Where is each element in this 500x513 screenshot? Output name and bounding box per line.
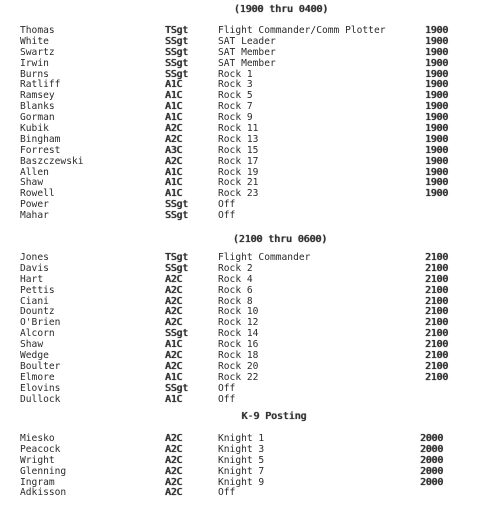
roster-rank: SSgt <box>165 46 189 58</box>
roster-post: Rock 11 <box>218 123 259 135</box>
roster-name: Miesko <box>20 433 55 444</box>
roster-rank: SSgt <box>165 35 189 47</box>
roster-name: Forrest <box>20 144 61 156</box>
roster-name: Jones <box>20 252 49 263</box>
roster-post: Rock 12 <box>218 317 259 329</box>
roster-row <box>0 200 500 211</box>
roster-rank: A2C <box>165 123 183 135</box>
roster-post: Rock 4 <box>218 273 253 285</box>
roster-time: 1900 <box>425 46 449 58</box>
roster-post: SAT Member <box>218 57 276 69</box>
roster-row <box>0 286 500 297</box>
roster-time: 1900 <box>425 112 449 124</box>
roster-post: Knight 9 <box>218 476 265 488</box>
roster-rank: SSgt <box>165 328 189 340</box>
roster-name: Peacock <box>20 443 61 455</box>
roster-post: Rock 20 <box>218 360 259 372</box>
roster-rank: A1C <box>165 90 183 102</box>
roster-time: 1900 <box>425 155 449 167</box>
roster-time: 2100 <box>425 273 449 285</box>
roster-name: Gorman <box>20 112 55 124</box>
shift-one-roster <box>0 26 500 222</box>
roster-name: Dullock <box>20 393 61 405</box>
roster-time: 1900 <box>425 79 449 91</box>
roster-rank: A3C <box>165 144 183 156</box>
roster-row <box>0 189 500 200</box>
roster-post: Rock 7 <box>218 101 253 113</box>
roster-rank: A1C <box>165 339 183 351</box>
roster-post: Flight Commander <box>218 252 311 263</box>
roster-row <box>0 478 500 489</box>
roster-name: Boulter <box>20 360 61 372</box>
roster-name: Baszczewski <box>20 155 84 167</box>
roster-row <box>0 488 500 499</box>
roster-name: Blanks <box>20 101 55 113</box>
roster-time: 1900 <box>425 123 449 135</box>
roster-post: Rock 15 <box>218 144 259 156</box>
roster-rank: A1C <box>165 79 183 91</box>
roster-time: 2100 <box>425 284 449 296</box>
roster-name: Dountz <box>20 306 55 318</box>
roster-time: 2100 <box>425 317 449 329</box>
roster-time: 2000 <box>420 433 444 444</box>
roster-row <box>0 467 500 478</box>
roster-post: Off <box>218 210 236 222</box>
roster-post: Rock 19 <box>218 166 259 178</box>
roster-post: Knight 7 <box>218 465 265 477</box>
roster-time: 1900 <box>425 188 449 200</box>
roster-rank: TSgt <box>165 25 189 36</box>
roster-name: Glenning <box>20 465 67 477</box>
roster-time: 1900 <box>425 35 449 47</box>
roster-rank: A2C <box>165 443 183 455</box>
roster-time: 2100 <box>425 262 449 274</box>
roster-rank: A2C <box>165 476 183 488</box>
roster-name: Ratliff <box>20 79 61 91</box>
roster-post: Off <box>218 199 236 211</box>
roster-post: Flight Commander/Comm Plotter <box>218 25 386 36</box>
roster-row <box>0 384 500 395</box>
roster-rank: A2C <box>165 487 183 499</box>
roster-name: Adkisson <box>20 487 67 499</box>
k9-posting-heading: K-9 Posting <box>241 411 307 422</box>
roster-time: 2100 <box>425 252 449 263</box>
roster-name: Elovins <box>20 382 61 394</box>
roster-rank: SSgt <box>165 210 189 222</box>
roster-post: Rock 3 <box>218 79 253 91</box>
roster-rank: SSgt <box>165 57 189 69</box>
roster-time: 2100 <box>425 295 449 307</box>
roster-rank: A2C <box>165 155 183 167</box>
roster-name: Hart <box>20 273 44 285</box>
roster-rank: A2C <box>165 306 183 318</box>
roster-name: Shaw <box>20 177 44 189</box>
roster-rank: A2C <box>165 360 183 372</box>
roster-name: Mahar <box>20 210 49 222</box>
roster-time: 1900 <box>425 133 449 145</box>
roster-post: Rock 22 <box>218 371 259 383</box>
roster-row <box>0 59 500 70</box>
roster-post: Off <box>218 382 236 394</box>
roster-time: 1900 <box>425 166 449 178</box>
roster-rank: A1C <box>165 101 183 113</box>
shift-two-heading: (2100 thru 0600) <box>232 234 328 245</box>
roster-time: 1900 <box>425 144 449 156</box>
roster-name: White <box>20 35 49 47</box>
roster-name: Wright <box>20 454 55 466</box>
roster-rank: A2C <box>165 273 183 285</box>
roster-name: Ramsey <box>20 90 55 102</box>
roster-name: Power <box>20 199 49 211</box>
roster-time: 2100 <box>425 328 449 340</box>
roster-rank: A1C <box>165 188 183 200</box>
roster-post: SAT Leader <box>218 35 276 47</box>
roster-time: 2100 <box>425 306 449 318</box>
roster-name: Elmore <box>20 371 55 383</box>
roster-post: Rock 21 <box>218 177 259 189</box>
roster-rank: A2C <box>165 454 183 466</box>
roster-name: Alcorn <box>20 328 55 340</box>
roster-post: Rock 14 <box>218 328 259 340</box>
k9-posting-roster <box>0 434 500 499</box>
roster-time: 2100 <box>425 371 449 383</box>
roster-post: Knight 1 <box>218 433 265 444</box>
roster-rank: A2C <box>165 284 183 296</box>
roster-post: Off <box>218 393 236 405</box>
roster-post: Off <box>218 487 236 499</box>
roster-rank: A2C <box>165 317 183 329</box>
roster-name: Irwin <box>20 57 49 69</box>
roster-post: Rock 13 <box>218 133 259 145</box>
roster-time: 2000 <box>420 443 444 455</box>
roster-time: 2000 <box>420 476 444 488</box>
roster-post: Knight 3 <box>218 443 265 455</box>
roster-rank: A1C <box>165 112 183 124</box>
roster-name: Bingham <box>20 133 61 145</box>
roster-rank: A2C <box>165 350 183 362</box>
roster-time: 1900 <box>425 101 449 113</box>
roster-rank: A2C <box>165 295 183 307</box>
roster-rank: A1C <box>165 177 183 189</box>
roster-row <box>0 373 500 384</box>
roster-post: Rock 1 <box>218 68 253 80</box>
roster-post: Rock 10 <box>218 306 259 318</box>
roster-name: Thomas <box>20 25 55 36</box>
roster-post: Rock 2 <box>218 262 253 274</box>
roster-rank: SSgt <box>165 382 189 394</box>
roster-time: 1900 <box>425 90 449 102</box>
roster-post: Rock 8 <box>218 295 253 307</box>
roster-post: Rock 9 <box>218 112 253 124</box>
roster-rank: A1C <box>165 166 183 178</box>
roster-rank: A2C <box>165 433 183 444</box>
roster-post: Rock 18 <box>218 350 259 362</box>
roster-name: O'Brien <box>20 317 61 329</box>
roster-name: Kubik <box>20 123 49 135</box>
shift-one-heading: (1900 thru 0400) <box>233 4 329 15</box>
roster-row <box>0 157 500 168</box>
roster-time: 1900 <box>425 177 449 189</box>
roster-post: Rock 16 <box>218 339 259 351</box>
roster-row <box>0 395 500 406</box>
roster-post: Rock 5 <box>218 90 253 102</box>
roster-post: Rock 17 <box>218 155 259 167</box>
roster-name: Rowell <box>20 188 55 200</box>
roster-post: Rock 23 <box>218 188 259 200</box>
roster-name: Burns <box>20 68 49 80</box>
roster-time: 2100 <box>425 339 449 351</box>
roster-rank: A1C <box>165 393 183 405</box>
roster-time: 2000 <box>420 465 444 477</box>
roster-post: Knight 5 <box>218 454 265 466</box>
roster-rank: A2C <box>165 133 183 145</box>
roster-rank: A1C <box>165 371 183 383</box>
roster-rank: SSgt <box>165 68 189 80</box>
roster-row <box>0 211 500 222</box>
roster-rank: SSgt <box>165 199 189 211</box>
roster-name: Pettis <box>20 284 55 296</box>
shift-two-roster <box>0 253 500 405</box>
roster-rank: SSgt <box>165 262 189 274</box>
roster-time: 1900 <box>425 57 449 69</box>
roster-rank: A2C <box>165 465 183 477</box>
roster-name: Shaw <box>20 339 44 351</box>
roster-name: Davis <box>20 262 49 274</box>
roster-post: SAT Member <box>218 46 276 58</box>
roster-time: 2000 <box>420 454 444 466</box>
roster-name: Allen <box>20 166 49 178</box>
roster-name: Ciani <box>20 295 49 307</box>
roster-time: 2100 <box>425 360 449 372</box>
roster-post: Rock 6 <box>218 284 253 296</box>
roster-time: 1900 <box>425 25 449 36</box>
roster-name: Swartz <box>20 46 55 58</box>
roster-name: Ingram <box>20 476 55 488</box>
roster-name: Wedge <box>20 350 49 362</box>
roster-time: 1900 <box>425 68 449 80</box>
roster-time: 2100 <box>425 350 449 362</box>
roster-rank: TSgt <box>165 252 189 263</box>
